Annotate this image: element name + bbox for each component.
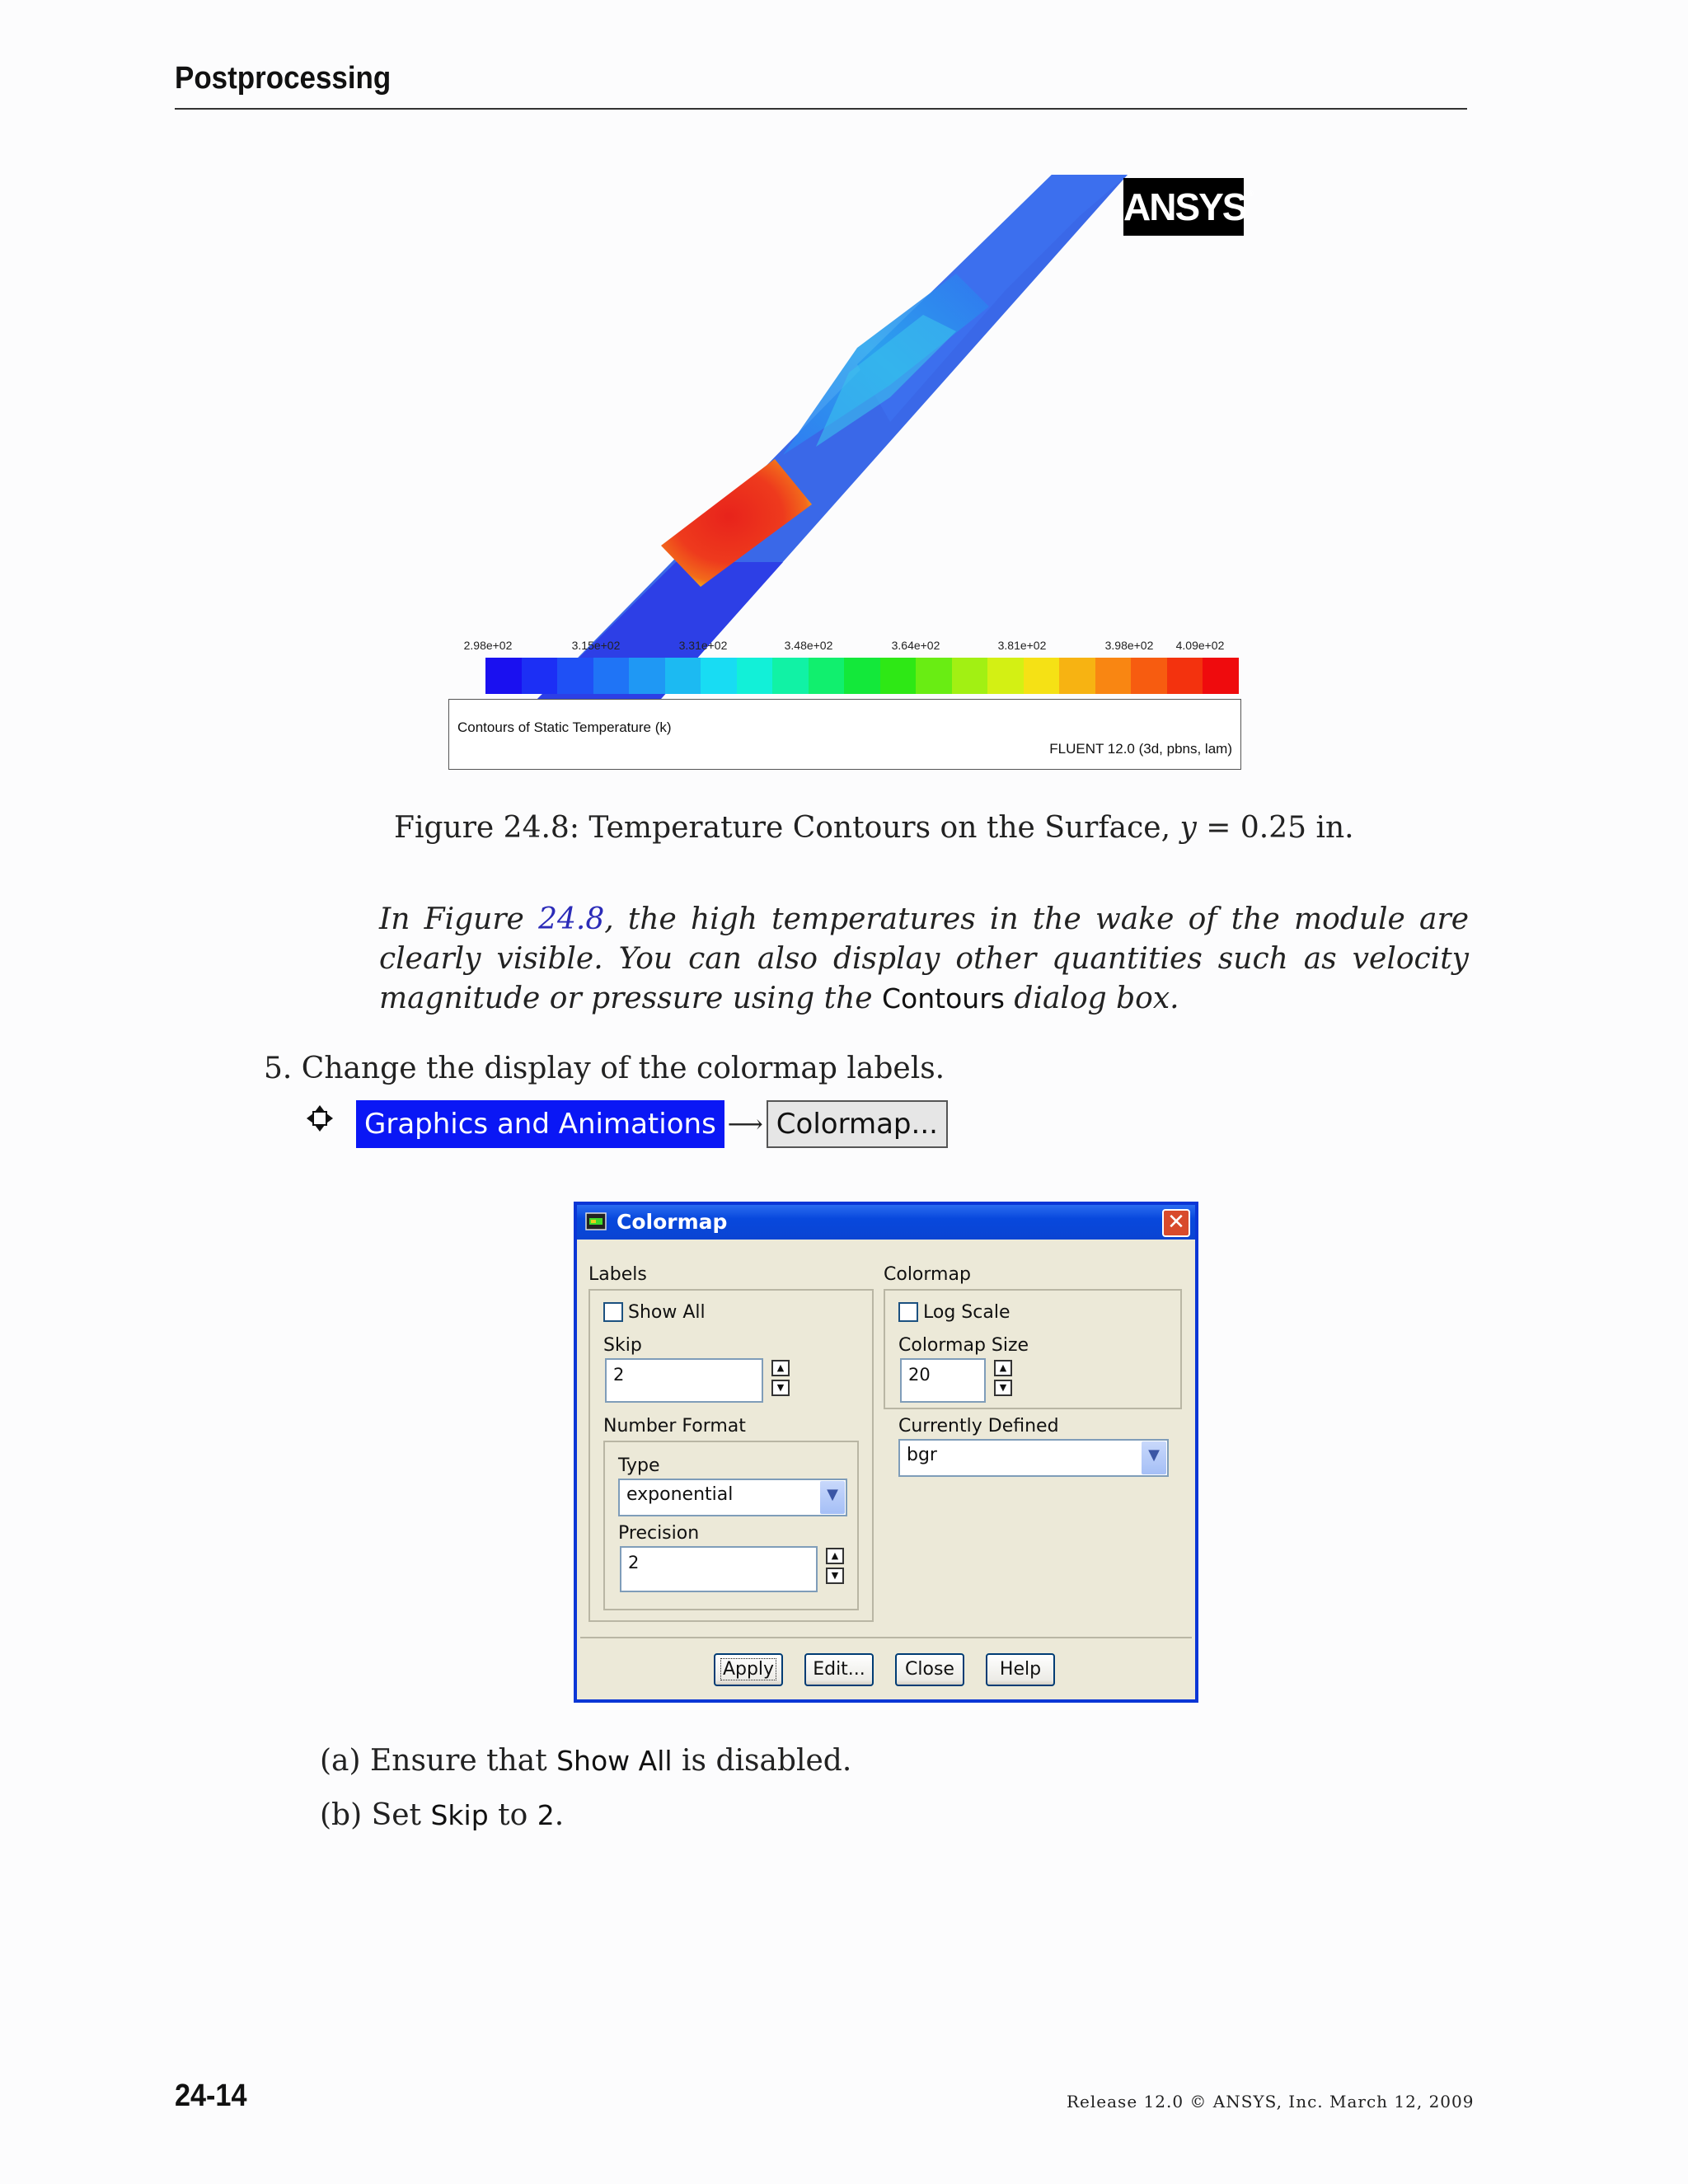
- colorbar-swatch: [916, 658, 952, 694]
- colormap-size-label: Colormap Size: [898, 1335, 1029, 1356]
- colorbar-swatch: [522, 658, 558, 694]
- colorbar-tick-label: 3.48e+02: [784, 639, 833, 652]
- spin-down-icon[interactable]: ▼: [771, 1380, 790, 1396]
- colormap-app-icon: [585, 1212, 607, 1230]
- show-all-label: Show All: [628, 1302, 706, 1323]
- button-separator: [580, 1637, 1192, 1638]
- type-value: exponential: [626, 1484, 734, 1505]
- help-button[interactable]: Help: [986, 1653, 1055, 1686]
- currently-defined-label: Currently Defined: [898, 1416, 1059, 1436]
- body-paragraph: In Figure 24.8, the high temperatures in the wake of the module are clearly visible. You can also display other quantities such as velocity magnitude or pressure using the Contours dialog box.: [379, 902, 1470, 1015]
- colormap-size-input[interactable]: 20: [900, 1358, 986, 1403]
- legend-box: [448, 699, 1241, 770]
- menu-arrow: ⟶: [727, 1109, 763, 1139]
- colorbar-swatch: [1024, 658, 1060, 694]
- colorbar-tick-label: 4.09e+02: [1175, 639, 1225, 652]
- type-dropdown[interactable]: [618, 1479, 847, 1516]
- precision-input[interactable]: 2: [620, 1546, 818, 1592]
- colormap-dialog: [574, 1202, 1198, 1703]
- header-title: Postprocessing: [175, 61, 392, 96]
- menu-graphics-and-animations[interactable]: Graphics and Animations: [356, 1100, 724, 1148]
- colorbar-tick-label: 3.15e+02: [571, 639, 621, 652]
- menu-colormap[interactable]: Colormap...: [767, 1100, 948, 1148]
- step-b: (b) Set Skip to 2.: [320, 1798, 565, 1832]
- temperature-contour-figure: [429, 175, 1253, 776]
- colorbar-swatch: [593, 658, 630, 694]
- currently-defined-value: bgr: [907, 1445, 937, 1465]
- dialog-titlebar[interactable]: [577, 1205, 1195, 1240]
- number-format-label: Number Format: [603, 1416, 746, 1436]
- edit-button[interactable]: Edit...: [804, 1653, 874, 1686]
- spin-up-icon[interactable]: ▲: [826, 1548, 844, 1564]
- skip-spinner[interactable]: [771, 1360, 790, 1399]
- spin-up-icon[interactable]: ▲: [994, 1360, 1012, 1376]
- legend-title: Contours of Static Temperature (k): [457, 719, 672, 735]
- colorbar-swatch: [1095, 658, 1132, 694]
- currently-defined-dropdown[interactable]: [898, 1439, 1169, 1477]
- colorbar-tick-label: 3.81e+02: [997, 639, 1047, 652]
- colorbar-tick-label: 2.98e+02: [463, 639, 513, 652]
- legend-version: FLUENT 12.0 (3d, pbns, lam): [1049, 741, 1232, 757]
- step-5: 5. Change the display of the colormap labels.: [264, 1052, 945, 1085]
- move-arrows-icon: [305, 1104, 335, 1133]
- colorbar-swatch: [1203, 658, 1239, 694]
- colorbar-swatch: [737, 658, 773, 694]
- show-all-checkbox[interactable]: [603, 1302, 623, 1322]
- menu-path: [305, 1099, 948, 1149]
- page-number: 24-14: [175, 2079, 247, 2113]
- colorbar-swatch: [1059, 658, 1095, 694]
- colorbar-swatch: [880, 658, 917, 694]
- spin-down-icon[interactable]: ▼: [826, 1568, 844, 1584]
- precision-spinner[interactable]: [826, 1548, 844, 1587]
- colormap-group-title: Colormap: [884, 1264, 971, 1285]
- colorbar: [485, 658, 1239, 694]
- close-icon[interactable]: ✕: [1162, 1209, 1190, 1237]
- apply-button[interactable]: Apply: [714, 1653, 783, 1686]
- labels-group-title: Labels: [588, 1264, 647, 1285]
- colorbar-swatch: [1131, 658, 1167, 694]
- colorbar-swatch: [665, 658, 701, 694]
- ansys-logo: ANSYS ®: [1123, 178, 1244, 236]
- footer-release: Release 12.0 © ANSYS, Inc. March 12, 2009: [1067, 2092, 1475, 2111]
- skip-input[interactable]: 2: [605, 1358, 763, 1403]
- colorbar-swatch: [772, 658, 809, 694]
- colorbar-swatch: [485, 658, 522, 694]
- colorbar-tick-label: 3.31e+02: [678, 639, 728, 652]
- colorbar-swatch: [809, 658, 845, 694]
- colorbar-swatch: [701, 658, 737, 694]
- spin-down-icon[interactable]: ▼: [994, 1380, 1012, 1396]
- colorbar-tick-label: 3.64e+02: [891, 639, 940, 652]
- figure-caption: Figure 24.8: Temperature Contours on the Surface, y = 0.25 in.: [394, 811, 1354, 845]
- colorbar-tick-label: 3.98e+02: [1104, 639, 1154, 652]
- colormap-size-spinner[interactable]: [994, 1360, 1012, 1399]
- precision-label: Precision: [618, 1523, 700, 1544]
- log-scale-checkbox[interactable]: [898, 1302, 918, 1322]
- spin-up-icon[interactable]: ▲: [771, 1360, 790, 1376]
- chevron-down-icon[interactable]: ▼: [820, 1481, 845, 1514]
- step-a: (a) Ensure that Show All is disabled.: [320, 1744, 852, 1778]
- dialog-title: Colormap: [617, 1210, 728, 1234]
- log-scale-label: Log Scale: [923, 1302, 1010, 1323]
- skip-label: Skip: [603, 1335, 642, 1356]
- colorbar-swatch: [987, 658, 1024, 694]
- colorbar-swatch: [952, 658, 988, 694]
- close-button[interactable]: Close: [895, 1653, 964, 1686]
- colorbar-swatch: [557, 658, 593, 694]
- type-label: Type: [618, 1455, 660, 1476]
- colorbar-swatch: [1167, 658, 1203, 694]
- header-rule: [175, 108, 1467, 110]
- colorbar-swatch: [629, 658, 665, 694]
- colorbar-swatch: [844, 658, 880, 694]
- figure-reference-link[interactable]: 24.8: [538, 902, 605, 936]
- chevron-down-icon[interactable]: ▼: [1142, 1441, 1166, 1474]
